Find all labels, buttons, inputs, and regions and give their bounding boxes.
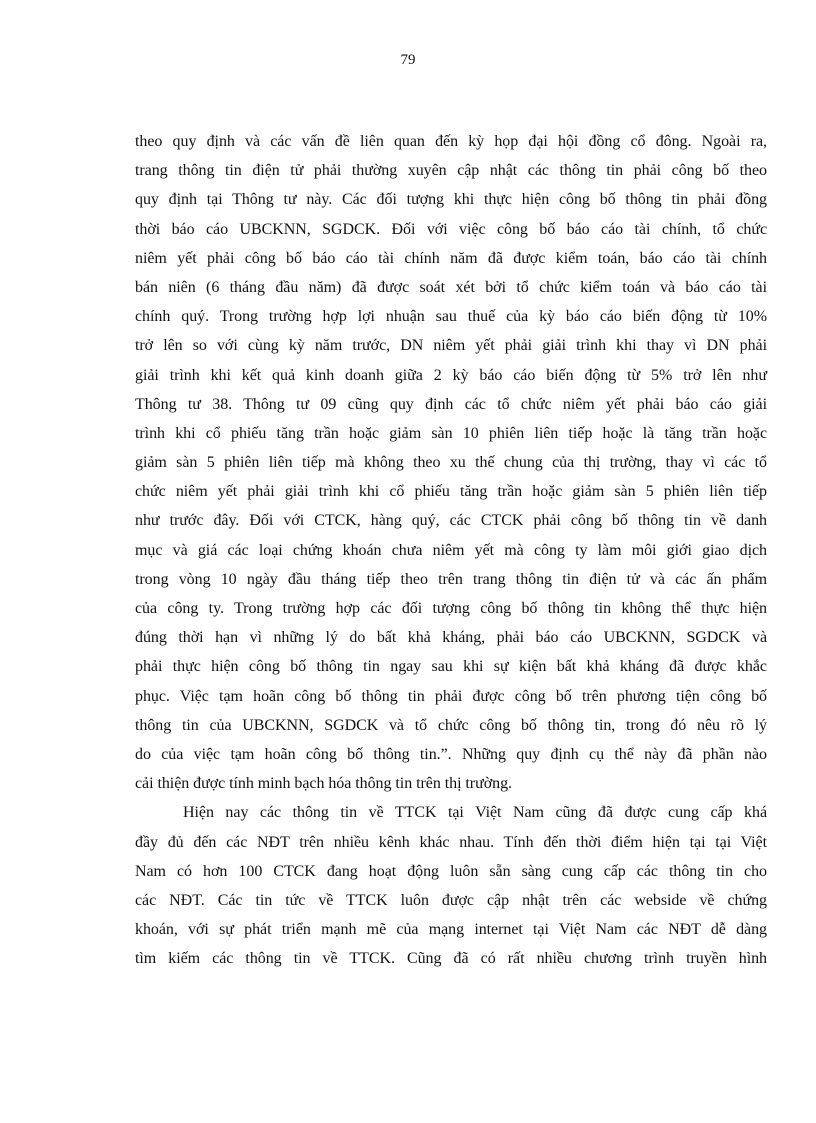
text-line: đúng thời hạn vì những lý do bất khả kháng, phải báo cáo UBCKNN, SGDCK và — [135, 629, 767, 647]
text-line: trang thông tin điện tử phải thường xuyên cập nhật các thông tin phải công bố theo — [135, 162, 767, 180]
text-line: do của việc tạm hoãn công bố thông tin.”. Những quy định cụ thể này đã phần nào — [135, 745, 767, 763]
body-text — [135, 129, 767, 975]
text-line: theo quy định và các vấn đề liên quan đến kỳ họp đại hội đồng cổ đông. Ngoài ra, — [135, 133, 767, 150]
text-line: giải trình khi kết quả kinh doanh giữa 2 kỳ báo cáo biến động từ 5% trở lên như — [135, 366, 767, 384]
text-line: các NĐT. Các tin tức về TTCK luôn được cập nhật trên các webside về chứng — [135, 891, 767, 909]
text-line: trong vòng 10 ngày đầu tháng tiếp theo trên trang thông tin điện tử và các ấn phẩm — [135, 570, 767, 588]
text-line: trở lên so với cùng kỳ năm trước, DN niêm yết phải giải trình khi thay vì DN phải — [135, 337, 767, 355]
paragraph-first-line: Hiện nay các thông tin về TTCK tại Việt Nam cũng đã được cung cấp khá — [183, 804, 767, 822]
text-line: trình khi cổ phiếu tăng trần hoặc giảm sàn 10 phiên liên tiếp hoặc là tăng trần hoặc — [135, 424, 767, 442]
page-number: 79 — [400, 52, 416, 68]
text-line: bán niên (6 tháng đầu năm) đã được soát xét bởi tổ chức kiểm toán và báo cáo tài — [135, 278, 767, 296]
paragraph-last-line: cải thiện được tính minh bạch hóa thông tin trên thị trường. — [135, 775, 512, 793]
text-line: thông tin của UBCKNN, SGDCK và tổ chức công bố thông tin, trong đó nêu rõ lý — [135, 716, 767, 734]
text-line: Nam có hơn 100 CTCK đang hoạt động luôn sẵn sàng cung cấp các thông tin cho — [135, 862, 767, 880]
text-line: giảm sàn 5 phiên liên tiếp mà không theo xu thế chung của thị trường, thay vì các tổ — [135, 454, 767, 472]
text-line: mục và giá các loại chứng khoán chưa niêm yết mà công ty làm môi giới giao dịch — [135, 541, 767, 559]
text-line: phải thực hiện công bố thông tin ngay sau khi sự kiện bất khả kháng đã được khắc — [135, 658, 767, 676]
text-line: Thông tư 38. Thông tư 09 cũng quy định các tổ chức niêm yết phải báo cáo giải — [135, 395, 767, 413]
text-line: chức niêm yết phải giải trình khi cổ phiếu tăng trần hoặc giảm sàn 5 phiên liên tiếp — [135, 483, 767, 501]
text-line: đầy đủ đến các NĐT trên nhiều kênh khác nhau. Tính đến thời điểm hiện tại tại Việt — [135, 833, 767, 851]
text-line: như trước đây. Đối với CTCK, hàng quý, các CTCK phải công bố thông tin về danh — [135, 512, 767, 530]
text-line: quy định tại Thông tư này. Các đối tượng khi thực hiện công bố thông tin phải đồng — [135, 191, 767, 209]
text-line: chính quý. Trong trường hợp lợi nhuận sau thuế của kỳ báo cáo biến động từ 10% — [135, 308, 767, 326]
text-line: phục. Việc tạm hoãn công bố thông tin phải được công bố trên phương tiện công bố — [135, 687, 767, 705]
text-line: của công ty. Trong trường hợp các đối tượng công bố thông tin không thể thực hiện — [135, 600, 767, 617]
text-line: tìm kiếm các thông tin về TTCK. Cũng đã có rất nhiều chương trình truyền hình — [135, 950, 767, 968]
text-line: khoán, với sự phát triển mạnh mẽ của mạng internet tại Việt Nam các NĐT dễ dàng — [135, 921, 767, 939]
text-line: thời báo cáo UBCKNN, SGDCK. Đối với việc công bố báo cáo tài chính, tổ chức — [135, 220, 767, 238]
text-line: niêm yết phải công bố báo cáo tài chính năm đã được kiểm toán, báo cáo tài chính — [135, 249, 767, 267]
